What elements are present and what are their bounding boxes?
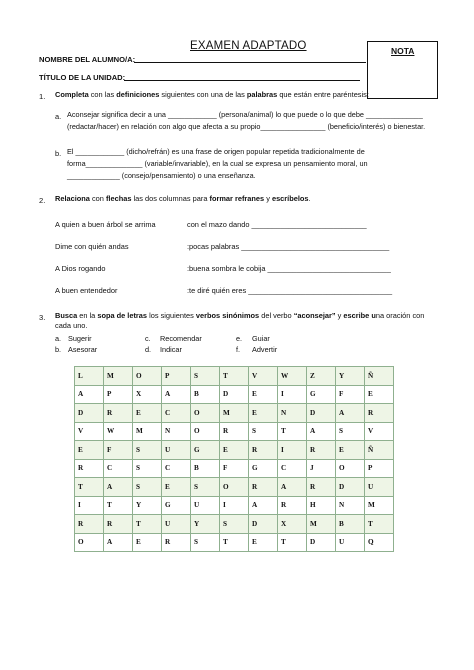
q1-a-line-1: Aconsejar significa decir a una ____________ (persona/animal) lo que puede o lo que debe ______________ [67, 110, 423, 119]
grid-cell[interactable]: R [278, 496, 307, 515]
grid-cell[interactable]: B [191, 459, 220, 478]
verb-f-letter: f. [236, 345, 241, 354]
grid-row [75, 496, 394, 515]
q2-instruction-segment: y [264, 194, 272, 203]
grid-cell[interactable]: S [249, 422, 278, 441]
q3-instruction-segment: na oración con [375, 311, 425, 320]
grid-cell[interactable]: P [162, 367, 191, 386]
grid-cell[interactable]: R [104, 515, 133, 534]
grid-cell[interactable]: E [162, 478, 191, 497]
q1-b-letter: b. [55, 149, 62, 158]
grid-cell[interactable]: T [220, 367, 249, 386]
grid-row [75, 515, 394, 534]
grid-cell[interactable]: A [104, 478, 133, 497]
grid-cell[interactable]: D [75, 404, 104, 423]
grid-cell[interactable]: M [220, 404, 249, 423]
grid-row [75, 404, 394, 423]
grid-cell[interactable]: N [336, 496, 365, 515]
grid-cell[interactable]: V [365, 422, 394, 441]
unit-title-line[interactable] [124, 80, 360, 81]
grid-cell[interactable]: M [133, 422, 162, 441]
grid-cell[interactable]: S [191, 367, 220, 386]
grid-cell[interactable]: I [220, 496, 249, 515]
q2-left-2[interactable]: Dime con quién andas [55, 242, 129, 251]
q3-instruction-segment: Busca [55, 311, 78, 320]
q2-instruction-segment: las dos columnas para [131, 194, 210, 203]
grid-cell[interactable]: A [162, 385, 191, 404]
verb-c-letter: c. [145, 334, 151, 343]
grid-cell[interactable]: A [104, 533, 133, 552]
grid-cell[interactable]: Z [307, 367, 336, 386]
q2-instruction-segment: flechas [105, 194, 132, 203]
grid-cell[interactable]: R [75, 515, 104, 534]
grid-cell[interactable]: R [249, 441, 278, 460]
grid-cell[interactable]: A [249, 496, 278, 515]
grid-cell[interactable]: O [133, 367, 162, 386]
q1-a-line-2: (redactar/hacer) en relación con algo que afecta a su propio________________ (beneficio/interés) o bienestar. [67, 122, 426, 132]
grid-cell[interactable]: Y [133, 496, 162, 515]
grid-cell[interactable]: D [249, 515, 278, 534]
word-search-grid [74, 366, 394, 552]
q2-left-4[interactable]: A buen entendedor [55, 286, 118, 295]
grid-cell[interactable]: Ñ [365, 367, 394, 386]
grade-label: NOTA [391, 46, 415, 56]
grid-cell[interactable]: M [365, 496, 394, 515]
verb-d-letter: d. [145, 345, 152, 354]
verb-f: Advertir [252, 345, 278, 354]
grid-cell[interactable]: M [307, 515, 336, 534]
grid-cell[interactable]: R [307, 441, 336, 460]
grid-cell[interactable]: C [104, 459, 133, 478]
grid-cell[interactable]: S [220, 515, 249, 534]
grid-cell[interactable]: R [104, 404, 133, 423]
q1-a-letter: a. [55, 112, 62, 121]
grid-cell[interactable]: P [104, 385, 133, 404]
grid-cell[interactable]: T [278, 533, 307, 552]
student-name-label: NOMBRE DEL ALUMNO/A: [39, 55, 136, 64]
q2-right-1[interactable]: con el mazo dando ____________________________ [187, 220, 367, 229]
grid-cell[interactable]: O [336, 459, 365, 478]
grid-cell[interactable]: U [191, 496, 220, 515]
grid-row [75, 367, 394, 386]
grid-cell[interactable]: F [104, 441, 133, 460]
q2-number: 2. [39, 196, 46, 205]
q2-right-4[interactable]: :te diré quién eres ___________________________________ [187, 286, 393, 295]
grid-row [75, 533, 394, 552]
q3-instruction-segment: los siguientes [147, 311, 196, 320]
grid-cell[interactable]: R [307, 478, 336, 497]
grid-cell[interactable]: P [365, 459, 394, 478]
grid-cell[interactable]: N [162, 422, 191, 441]
grid-cell[interactable]: T [278, 422, 307, 441]
grid-cell[interactable]: T [75, 478, 104, 497]
grid-cell[interactable]: M [104, 367, 133, 386]
grid-row [75, 478, 394, 497]
exam-title: EXAMEN ADAPTADO [190, 40, 307, 52]
grid-row [75, 385, 394, 404]
q1-b-line-2: forma______________ (variable/invariable), en la cual se expresa un pensamiento moral, un [67, 159, 368, 169]
q1-instruction [55, 89, 369, 101]
grid-cell[interactable]: U [365, 478, 394, 497]
grid-cell[interactable]: I [75, 496, 104, 515]
grid-cell[interactable]: U [336, 533, 365, 552]
grid-cell[interactable]: D [307, 533, 336, 552]
grid-cell[interactable]: L [75, 367, 104, 386]
grid-cell[interactable]: U [162, 441, 191, 460]
grid-cell[interactable]: Y [191, 515, 220, 534]
q2-instruction [55, 193, 311, 205]
grid-cell[interactable]: S [133, 478, 162, 497]
q1-instruction-segment: definiciones [116, 90, 160, 99]
q1-instruction-segment: Completa [55, 90, 89, 99]
q2-instruction-segment: escríbelos [271, 194, 309, 203]
grid-cell[interactable]: W [278, 367, 307, 386]
grid-cell[interactable]: G [249, 459, 278, 478]
q1-number: 1. [39, 92, 46, 101]
q1-b-line-3: _____________ (consejo/pensamiento) o una enseñanza. [67, 171, 256, 181]
grid-cell[interactable]: W [104, 422, 133, 441]
grid-cell[interactable]: F [220, 459, 249, 478]
verb-d: Indicar [160, 345, 182, 354]
verb-e-letter: e. [236, 334, 243, 343]
grid-cell[interactable]: I [278, 385, 307, 404]
grid-cell[interactable]: S [336, 422, 365, 441]
grid-cell[interactable]: Q [365, 533, 394, 552]
grid-cell[interactable]: D [336, 478, 365, 497]
grid-cell[interactable]: A [278, 478, 307, 497]
q2-right-2[interactable]: :pocas palabras ____________________________________ [187, 242, 390, 251]
q2-instruction-segment: formar refranes [209, 194, 265, 203]
grid-cell[interactable]: S [133, 459, 162, 478]
q3-instruction-segment: y [335, 311, 344, 320]
q3-instruction-line-2: cada uno. [55, 321, 88, 330]
q2-right-3[interactable]: :buena sombra le cobija ______________________________ [187, 264, 391, 273]
grid-cell[interactable]: E [249, 533, 278, 552]
grid-cell[interactable]: C [162, 404, 191, 423]
q3-instruction-segment: en la [77, 311, 98, 320]
grid-cell[interactable]: O [75, 533, 104, 552]
q2-instruction-segment: Relaciona [55, 194, 90, 203]
q3-number: 3. [39, 313, 46, 322]
grid-cell[interactable]: G [307, 385, 336, 404]
grid-cell[interactable]: E [133, 533, 162, 552]
grid-cell[interactable]: A [75, 385, 104, 404]
q3-instruction-segment: sopa de letras [97, 311, 148, 320]
verb-a: Sugerir [68, 334, 92, 343]
q1-instruction-segment: con las [88, 90, 117, 99]
grid-cell[interactable]: B [191, 385, 220, 404]
student-name-line[interactable] [134, 62, 366, 63]
grid-cell[interactable]: S [133, 441, 162, 460]
grid-cell[interactable]: Y [336, 367, 365, 386]
grid-cell[interactable]: O [191, 404, 220, 423]
grid-cell[interactable]: B [336, 515, 365, 534]
grid-cell[interactable]: D [307, 404, 336, 423]
grid-cell[interactable]: E [220, 441, 249, 460]
verb-b: Asesorar [68, 345, 98, 354]
grid-cell[interactable]: G [191, 441, 220, 460]
grid-cell[interactable]: O [220, 478, 249, 497]
grid-cell[interactable]: R [162, 533, 191, 552]
grid-cell[interactable]: E [249, 404, 278, 423]
verb-a-letter: a. [55, 334, 62, 343]
q3-instruction [55, 310, 437, 322]
grid-cell[interactable]: I [278, 441, 307, 460]
grid-cell[interactable]: T [365, 515, 394, 534]
grid-cell[interactable]: R [365, 404, 394, 423]
grid-cell[interactable]: H [307, 496, 336, 515]
grid-cell[interactable]: S [191, 478, 220, 497]
q1-a-text [67, 109, 437, 133]
grid-cell[interactable]: V [75, 422, 104, 441]
grid-cell[interactable]: R [75, 459, 104, 478]
grid-cell[interactable]: A [336, 404, 365, 423]
q3-instruction-segment: “aconsejar” [293, 311, 336, 320]
grid-cell[interactable]: E [133, 404, 162, 423]
unit-title-label: TÍTULO DE LA UNIDAD: [39, 73, 126, 82]
grid-row [75, 441, 394, 460]
grid-cell[interactable]: T [133, 515, 162, 534]
grid-cell[interactable]: F [336, 385, 365, 404]
grid-cell[interactable]: Ñ [365, 441, 394, 460]
grid-cell[interactable]: R [220, 422, 249, 441]
q1-instruction-segment: palabras [246, 90, 278, 99]
grid-cell[interactable]: E [336, 441, 365, 460]
verb-c: Recomendar [160, 334, 202, 343]
grid-row [75, 459, 394, 478]
q3-instruction-segment: verbos sinónimos [195, 311, 260, 320]
grid-cell[interactable]: E [249, 385, 278, 404]
q2-instruction-segment: con [89, 194, 106, 203]
q2-left-1[interactable]: A quien a buen árbol se arrima [55, 220, 156, 229]
q1-instruction-segment: siguientes con una de las [159, 90, 247, 99]
grid-cell[interactable]: E [365, 385, 394, 404]
grid-cell[interactable]: X [133, 385, 162, 404]
q3-instruction-segment: escribe u [343, 311, 376, 320]
q1-instruction-segment: que están entre paréntesis: [277, 90, 369, 99]
grid-cell[interactable]: N [278, 404, 307, 423]
verb-e: Guiar [252, 334, 270, 343]
grid-row [75, 422, 394, 441]
grid-cell[interactable]: X [278, 515, 307, 534]
grid-cell[interactable]: D [220, 385, 249, 404]
grid-cell[interactable]: C [162, 459, 191, 478]
grid-cell[interactable]: V [249, 367, 278, 386]
grid-cell[interactable]: E [75, 441, 104, 460]
q2-instruction-segment: . [308, 194, 311, 203]
grid-cell[interactable]: T [220, 533, 249, 552]
grid-cell[interactable]: O [191, 422, 220, 441]
q1-b-text [67, 146, 437, 183]
grid-cell[interactable]: G [162, 496, 191, 515]
grid-cell[interactable]: S [191, 533, 220, 552]
verb-b-letter: b. [55, 345, 62, 354]
grid-cell[interactable]: A [307, 422, 336, 441]
q3-instruction-segment: del verbo [259, 311, 294, 320]
grid-cell[interactable]: U [162, 515, 191, 534]
grid-cell[interactable]: T [104, 496, 133, 515]
q1-b-line-1: El ____________ (dicho/refrán) es una frase de origen popular repetida tradicionalmente de [67, 147, 365, 156]
q2-left-3[interactable]: A Dios rogando [55, 264, 106, 273]
grid-cell[interactable]: R [249, 478, 278, 497]
grid-cell[interactable]: J [307, 459, 336, 478]
grid-cell[interactable]: C [278, 459, 307, 478]
